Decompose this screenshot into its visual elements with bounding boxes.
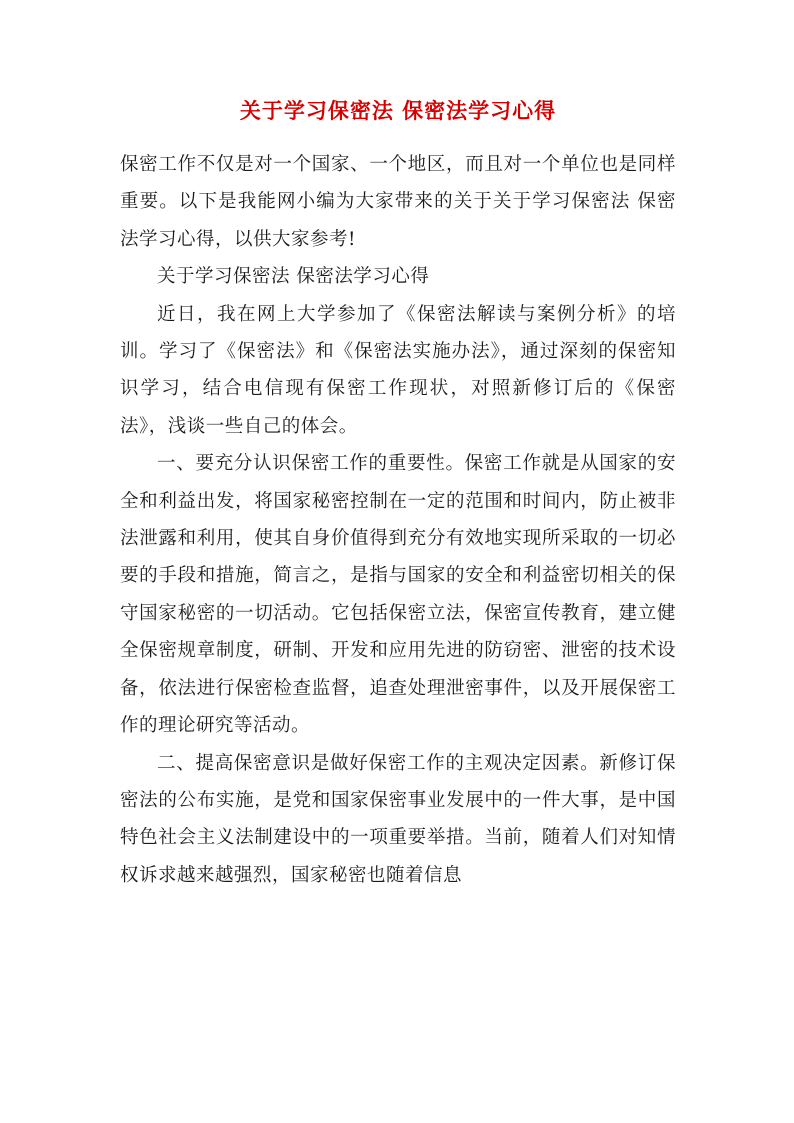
paragraph-training: 近日，我在网上大学参加了《保密法解读与案例分析》的培训。学习了《保密法》和《保密法实施办法》，通过深刻的保密知识学习，结合电信现有保密工作现状，对照新修订后的《保密法》，浅谈一些自己的体会。	[120, 303, 676, 437]
paragraph-intro: 保密工作不仅是对一个国家、一个地区，而且对一个单位也是同样重要。以下是我能网小编为大家带来的关于关于学习保密法 保密法学习心得，以供大家参考!	[120, 154, 676, 250]
paragraph-point-two: 二、提高保密意识是做好保密工作的主观决定因素。新修订保密法的公布实施，是党和国家保密事业发展中的一件大事，是中国特色社会主义法制建设中的一项重要举措。当前，随着人们对知情权诉求越来越强烈，国家秘密也随着信息	[120, 752, 676, 886]
paragraph-point-one: 一、要充分认识保密工作的重要性。保密工作就是从国家的安全和利益出发，将国家秘密控制在一定的范围和时间内，防止被非法泄露和利用，使其自身价值得到充分有效地实现所采取的一切必要的手段和措施，简言之，是指与国家的安全和利益密切相关的保守国家秘密的一切活动。它包括保密立法，保密宣传教育，建立健全保密规章制度，研制、开发和应用先进的防窃密、泄密的技术设备，依法进行保密检查监督，追查处理泄密事件，以及开展保密工作的理论研究等活动。	[120, 453, 676, 737]
paragraph-subtitle: 关于学习保密法 保密法学习心得	[157, 266, 430, 288]
document-title: 关于学习保密法 保密法学习心得	[239, 98, 557, 123]
document-page	[120, 96, 676, 894]
